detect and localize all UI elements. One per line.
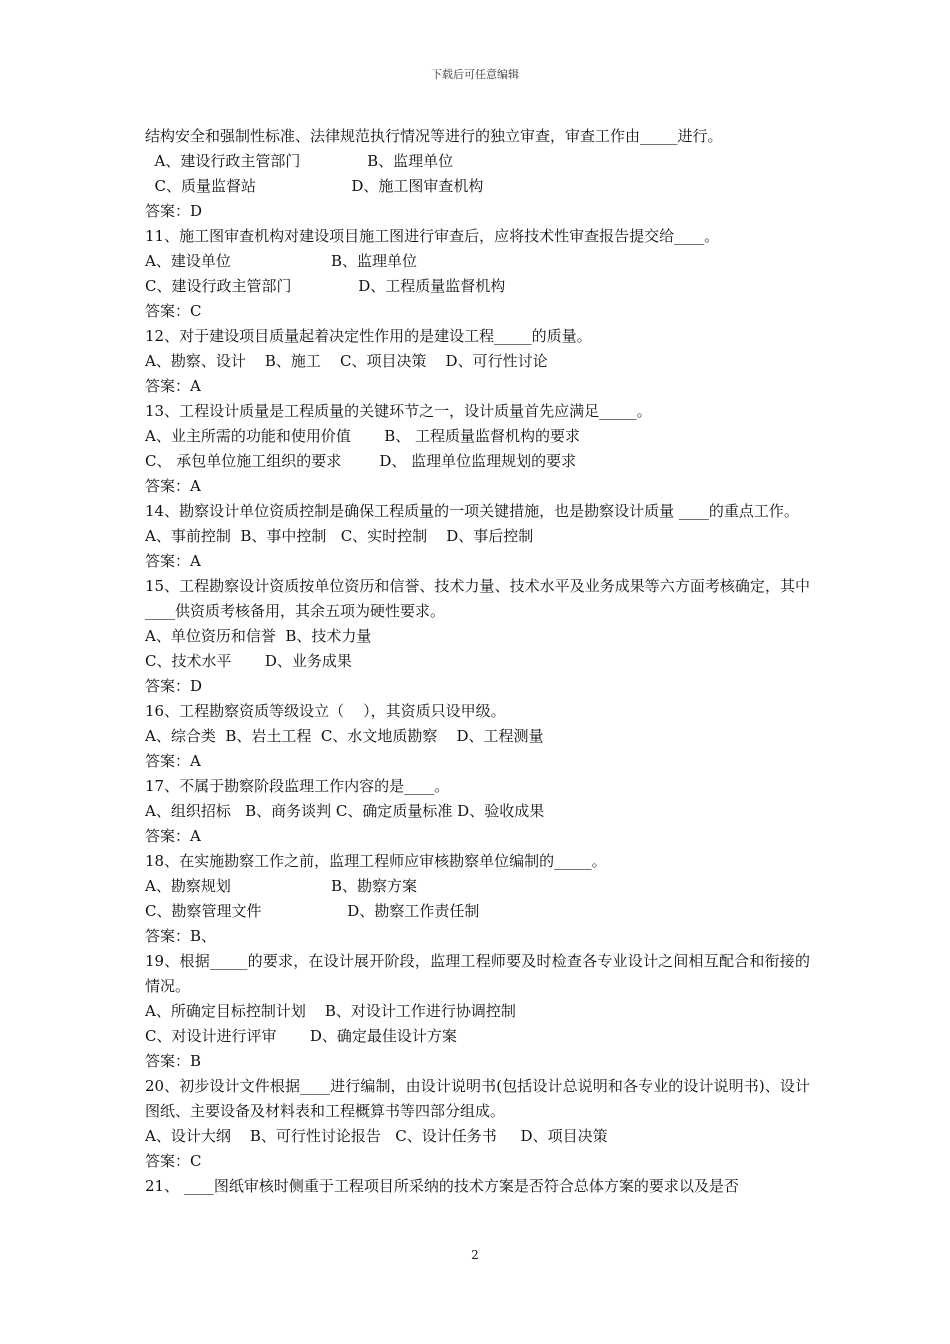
- option-line: C、 承包单位施工组织的要求 D、 监理单位监理规划的要求: [145, 452, 577, 470]
- question-15: 15、工程勘察设计资质按单位资历和信誉、技术力量、技术水平及业务成果等六方面考核确定，其中____供资质考核备用，其余五项为硬性要求。: [145, 577, 810, 620]
- question-13: 13、工程设计质量是工程质量的关键环节之一，设计质量首先应满足_____。: [145, 402, 652, 420]
- question-20: 20、初步设计文件根据____进行编制，由设计说明书(包括设计总说明和各专业的设计说明书)、设计图纸、主要设备及材料表和工程概算书等四部分组成。: [145, 1077, 810, 1120]
- option-line: A、所确定目标控制计划 B、对设计工作进行协调控制: [145, 1002, 516, 1020]
- answer-line: 答案：B: [145, 1052, 202, 1070]
- page-header: 下载后可任意编辑: [431, 68, 519, 81]
- answer-line: 答案：D: [145, 677, 203, 695]
- continuation-q10: 结构安全和强制性标准、法律规范执行情况等进行的独立审查，审查工作由_____进行。: [145, 127, 723, 145]
- option-line: C、技术水平 D、业务成果: [145, 652, 352, 670]
- option-line: A、建设行政主管部门 B、监理单位: [145, 152, 454, 170]
- option-line: C、勘察管理文件 D、勘察工作责任制: [145, 902, 480, 920]
- option-line: A、单位资历和信誉 B、技术力量: [145, 627, 372, 645]
- question-19: 19、根据_____的要求，在设计展开阶段，监理工程师要及时检查各专业设计之间相互配合和衔接的情况。: [145, 952, 810, 995]
- option-line: A、设计大纲 B、可行性讨论报告 C、设计任务书 D、项目决策: [145, 1127, 608, 1145]
- answer-line: 答案：A: [145, 377, 201, 395]
- document-body: [145, 124, 810, 1199]
- option-line: A、事前控制 B、事中控制 C、实时控制 D、事后控制: [145, 527, 534, 545]
- question-16: 16、工程勘察资质等级设立（ ），其资质只设甲级。: [145, 702, 506, 720]
- option-line: A、勘察、设计 B、施工 C、项目决策 D、可行性讨论: [145, 352, 548, 370]
- option-line: A、组织招标 B、商务谈判 C、确定质量标准 D、验收成果: [145, 802, 545, 820]
- page-number: 2: [471, 1248, 479, 1262]
- question-14: 14、勘察设计单位资质控制是确保工程质量的一项关键措施，也是勘察设计质量 ____的重点工作。: [145, 502, 799, 520]
- question-21: 21、 ____图纸审核时侧重于工程项目所采纳的技术方案是否符合总体方案的要求以及是否: [145, 1177, 739, 1195]
- option-line: C、质量监督站 D、施工图审查机构: [145, 177, 484, 195]
- question-12: 12、对于建设项目质量起着决定性作用的是建设工程_____的质量。: [145, 327, 592, 345]
- option-line: A、勘察规划 B、勘察方案: [145, 877, 417, 895]
- option-line: C、对设计进行评审 D、确定最佳设计方案: [145, 1027, 457, 1045]
- question-11: 11、施工图审查机构对建设项目施工图进行审查后，应将技术性审查报告提交给____。: [145, 227, 720, 245]
- option-line: C、建设行政主管部门 D、工程质量监督机构: [145, 277, 506, 295]
- option-line: A、建设单位 B、监理单位: [145, 252, 417, 270]
- answer-line: 答案：C: [145, 1152, 202, 1170]
- option-line: A、业主所需的功能和使用价值 B、 工程质量监督机构的要求: [145, 427, 581, 445]
- question-17: 17、不属于勘察阶段监理工作内容的是____。: [145, 777, 450, 795]
- question-18: 18、在实施勘察工作之前，监理工程师应审核勘察单位编制的_____。: [145, 852, 607, 870]
- answer-line: 答案：A: [145, 477, 201, 495]
- answer-line: 答案：A: [145, 752, 201, 770]
- answer-line: 答案：C: [145, 302, 202, 320]
- option-line: A、综合类 B、岩土工程 C、水文地质勘察 D、工程测量: [145, 727, 544, 745]
- answer-line: 答案：D: [145, 202, 203, 220]
- answer-line: 答案：A: [145, 827, 201, 845]
- answer-line: 答案：A: [145, 552, 201, 570]
- answer-line: 答案：B、: [145, 927, 217, 945]
